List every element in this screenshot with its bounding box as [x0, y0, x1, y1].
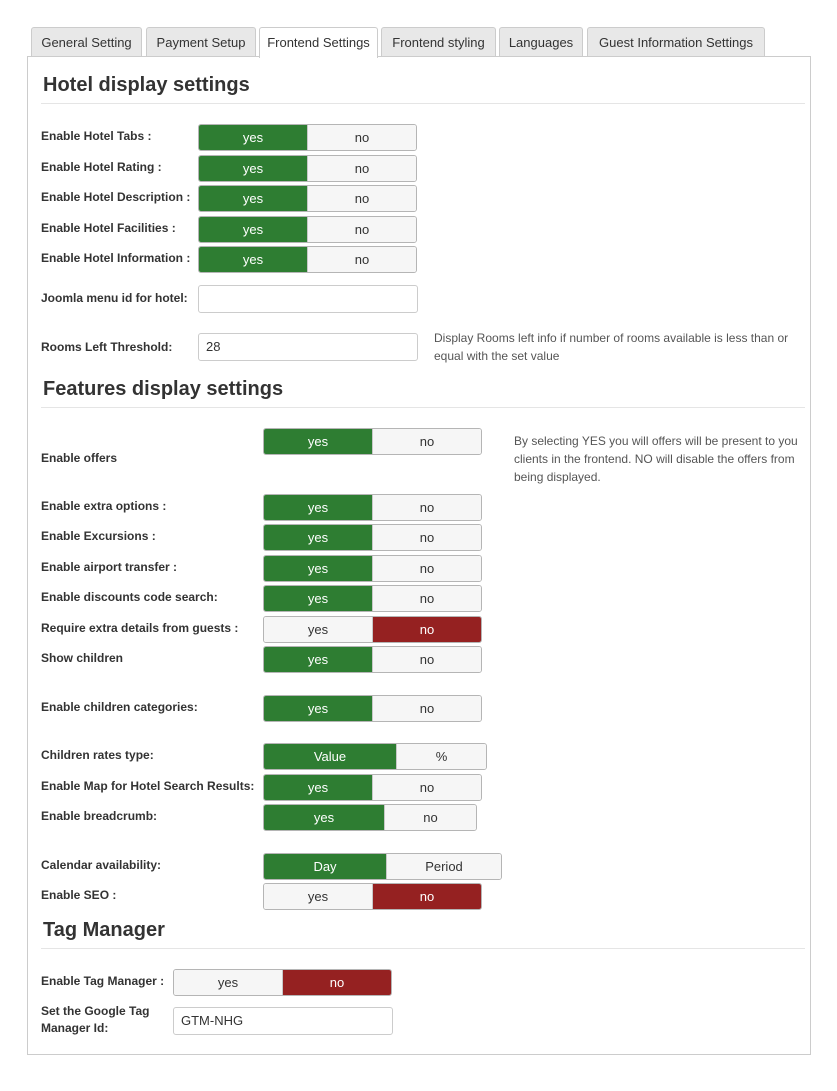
- offers-help: By selecting YES you will offers will be present to you clients in the frontend. NO will disable the offers from being displayed.: [514, 434, 798, 484]
- label-enable-offers: Enable offers: [41, 451, 118, 465]
- rooms-left-help: Display Rooms left info if number of rooms available is less than or equal with the set value: [434, 331, 789, 363]
- toggle-yes[interactable]: yes: [174, 970, 282, 995]
- label-enable-hotel-facilities: Enable Hotel Facilities :: [41, 221, 176, 235]
- toggle-percent[interactable]: %: [396, 744, 486, 769]
- toggle-yes[interactable]: yes: [264, 775, 372, 800]
- toggle-day[interactable]: Day: [264, 854, 386, 879]
- toggle-no[interactable]: no: [372, 495, 481, 520]
- label-enable-hotel-rating: Enable Hotel Rating :: [41, 160, 162, 174]
- tab-payment-setup[interactable]: Payment Setup: [146, 27, 256, 57]
- toggle-yes[interactable]: yes: [264, 429, 372, 454]
- toggle-enable-hotel-tabs[interactable]: [198, 124, 417, 151]
- toggle-enable-breadcrumb[interactable]: [263, 804, 477, 831]
- toggle-yes[interactable]: yes: [199, 217, 307, 242]
- toggle-no[interactable]: no: [384, 805, 476, 830]
- toggle-enable-tag-manager[interactable]: [173, 969, 392, 996]
- rooms-left-threshold-input[interactable]: 28: [198, 333, 418, 361]
- toggle-no[interactable]: no: [372, 696, 481, 721]
- toggle-no[interactable]: no: [307, 125, 416, 150]
- label-enable-seo: Enable SEO :: [41, 888, 117, 902]
- toggle-no[interactable]: no: [372, 556, 481, 581]
- label-enable-hotel-information: Enable Hotel Information :: [41, 251, 191, 265]
- toggle-calendar-availability[interactable]: [263, 853, 502, 880]
- toggle-enable-hotel-rating[interactable]: [198, 155, 417, 182]
- label-enable-tag-manager: Enable Tag Manager :: [41, 974, 165, 988]
- toggle-no[interactable]: no: [372, 525, 481, 550]
- label-rooms-left-threshold: Rooms Left Threshold:: [41, 340, 173, 354]
- tab-languages[interactable]: Languages: [499, 27, 583, 57]
- label-show-children: Show children: [41, 651, 124, 665]
- toggle-no[interactable]: no: [307, 217, 416, 242]
- label-enable-hotel-tabs: Enable Hotel Tabs :: [41, 129, 152, 143]
- toggle-yes[interactable]: yes: [264, 495, 372, 520]
- toggle-yes[interactable]: yes: [264, 556, 372, 581]
- toggle-no[interactable]: no: [372, 617, 481, 642]
- label-enable-discounts-code-search: Enable discounts code search:: [41, 590, 218, 604]
- toggle-yes[interactable]: yes: [264, 586, 372, 611]
- toggle-no[interactable]: no: [282, 970, 391, 995]
- toggle-enable-map[interactable]: [263, 774, 482, 801]
- label-children-rates-type: Children rates type:: [41, 748, 154, 762]
- joomla-menu-id-input[interactable]: [198, 285, 418, 313]
- google-tag-manager-id-input[interactable]: GTM-NHG: [173, 1007, 393, 1035]
- label-google-tag-manager-id: Set the Google Tag Manager Id:: [41, 1004, 150, 1035]
- toggle-enable-hotel-description[interactable]: [198, 185, 417, 212]
- toggle-enable-offers[interactable]: [263, 428, 482, 455]
- toggle-no[interactable]: no: [372, 647, 481, 672]
- toggle-yes[interactable]: yes: [264, 525, 372, 550]
- toggle-value[interactable]: Value: [264, 744, 396, 769]
- toggle-yes[interactable]: yes: [264, 884, 372, 909]
- hotel-section-title: Hotel display settings: [43, 74, 250, 96]
- toggle-yes[interactable]: yes: [199, 156, 307, 181]
- toggle-no[interactable]: no: [307, 156, 416, 181]
- toggle-yes[interactable]: yes: [264, 805, 384, 830]
- label-enable-extra-options: Enable extra options :: [41, 499, 167, 513]
- label-enable-excursions: Enable Excursions :: [41, 529, 156, 543]
- divider: [41, 948, 805, 949]
- toggle-enable-excursions[interactable]: [263, 524, 482, 551]
- label-enable-breadcrumb: Enable breadcrumb:: [41, 809, 158, 823]
- label-enable-children-categories: Enable children categories:: [41, 700, 198, 714]
- toggle-enable-hotel-information[interactable]: [198, 246, 417, 273]
- toggle-no[interactable]: no: [372, 884, 481, 909]
- toggle-no[interactable]: no: [307, 186, 416, 211]
- label-joomla-menu-id: Joomla menu id for hotel:: [41, 291, 188, 305]
- toggle-enable-hotel-facilities[interactable]: [198, 216, 417, 243]
- divider: [41, 407, 805, 408]
- toggle-yes[interactable]: yes: [199, 186, 307, 211]
- label-enable-airport-transfer: Enable airport transfer :: [41, 560, 178, 574]
- toggle-no[interactable]: no: [307, 247, 416, 272]
- toggle-no[interactable]: no: [372, 775, 481, 800]
- label-enable-map: Enable Map for Hotel Search Results:: [41, 779, 255, 793]
- toggle-enable-discounts-code-search[interactable]: [263, 585, 482, 612]
- toggle-children-rates-type[interactable]: [263, 743, 487, 770]
- toggle-enable-airport-transfer[interactable]: [263, 555, 482, 582]
- features-section-title: Features display settings: [43, 378, 284, 400]
- toggle-show-children[interactable]: [263, 646, 482, 673]
- toggle-period[interactable]: Period: [386, 854, 501, 879]
- toggle-yes[interactable]: yes: [264, 647, 372, 672]
- toggle-yes[interactable]: yes: [199, 125, 307, 150]
- toggle-no[interactable]: no: [372, 429, 481, 454]
- toggle-require-extra-details[interactable]: [263, 616, 482, 643]
- tab-general-setting[interactable]: General Setting: [31, 27, 142, 57]
- label-require-extra-details: Require extra details from guests :: [41, 621, 239, 635]
- toggle-yes[interactable]: yes: [199, 247, 307, 272]
- toggle-enable-seo[interactable]: [263, 883, 482, 910]
- tab-guest-information-settings[interactable]: Guest Information Settings: [587, 27, 765, 57]
- divider: [41, 103, 805, 104]
- label-calendar-availability: Calendar availability:: [41, 858, 162, 872]
- label-enable-hotel-description: Enable Hotel Description :: [41, 190, 191, 204]
- toggle-enable-children-categories[interactable]: [263, 695, 482, 722]
- toggle-no[interactable]: no: [372, 586, 481, 611]
- toggle-yes[interactable]: yes: [264, 696, 372, 721]
- toggle-yes[interactable]: yes: [264, 617, 372, 642]
- toggle-enable-extra-options[interactable]: [263, 494, 482, 521]
- tab-frontend-settings[interactable]: Frontend Settings: [259, 27, 378, 58]
- tab-frontend-styling[interactable]: Frontend styling: [381, 27, 496, 57]
- tag-manager-section-title: Tag Manager: [43, 919, 165, 941]
